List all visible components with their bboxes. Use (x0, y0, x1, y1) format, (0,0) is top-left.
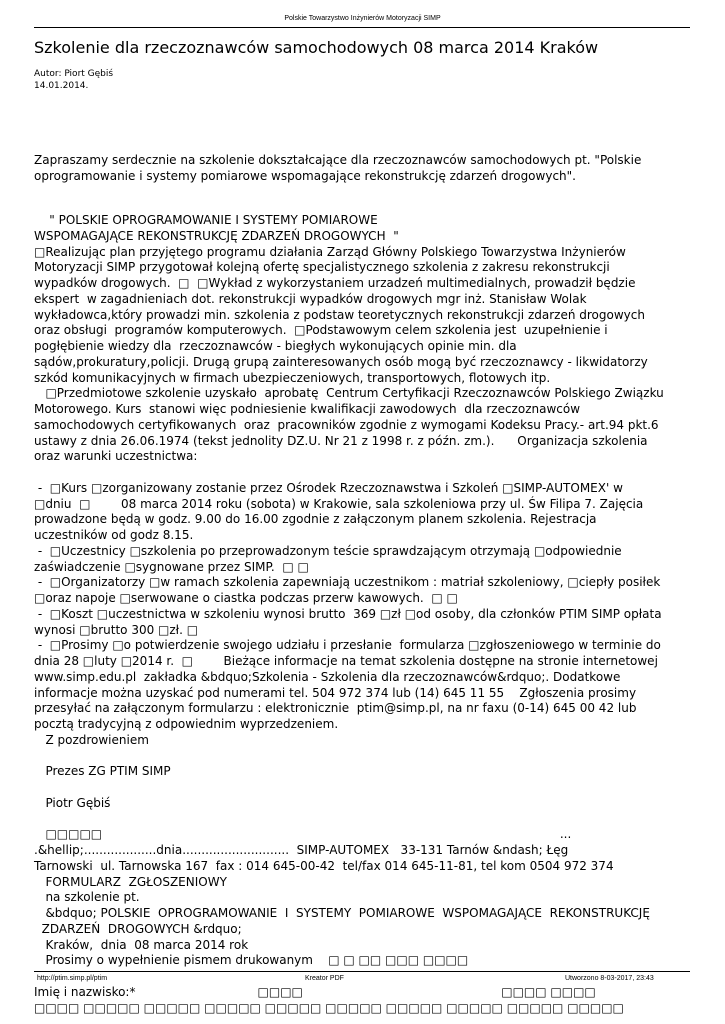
body-line: WSPOMAGAJĄCE REKONSTRUKCJĘ ZDARZEŃ DROGOWYCH " (34, 228, 399, 243)
body-line: □□□□ □□□□□ □□□□□ □□□□□ □□□□□ □□□□□ □□□□□ □□□□□ □□□□□ □□□□□ (34, 1000, 624, 1015)
body-line: Prezes ZG PTIM SIMP (34, 764, 171, 779)
body-line: - □Koszt □uczestnictwa w szkoleniu wynosi brutto 369 □zł □od osoby, dla członków PTIM SIMP opłata (34, 606, 662, 621)
body-line: □dniu □ 08 marca 2014 roku (sobota) w Krakowie, sala szkoleniowa przy ul. Św Filipa 7. Zajęcia (34, 496, 644, 511)
body-line: Motoryzacji SIMP przygotował kolejną ofertę specjalistycznego szkolenia z zakresu rekonstrukcji (34, 260, 610, 275)
intro-line: oprogramowanie i systemy pomiarowe wspomagające rekonstrukcję zdarzeń drogowych". (34, 169, 576, 183)
body-line: zaświadczenie □sygnowane przez SIMP. □ □ (34, 559, 309, 574)
body-line: szkód komunikacyjnych w firmach ubezpieczeniowych, transportowych, flotowych itp. (34, 370, 551, 385)
body-line: sądów,prokuratury,policji. Drugą grupą zainteresowanych osób mogą być rzeczoznawcy - likwidatorzy (34, 354, 648, 369)
body-line: Tarnowski ul. Tarnowska 167 fax : 014 645-00-42 tel/fax 014 645-11-81, tel kom 0504 972 374 (34, 858, 614, 873)
body-line: - □Uczestnicy □szkolenia po przeprowadzonym teście sprawdzającym otrzymają □odpowiednie (34, 543, 622, 558)
body-line: FORMULARZ ZGŁOSZENIOWY (34, 874, 227, 889)
body-line: uczestników od godz 8.15. (34, 528, 194, 542)
body-line: Z pozdrowieniem (34, 732, 149, 747)
body-line: dnia 28 □luty □2014 r. □ Bieżące informacje na temat szkolenia dostępne na stronie internetowej (34, 654, 658, 668)
intro-paragraph (34, 152, 694, 184)
body-line: - □Organizatorzy □w ramach szkolenia zapewniają uczestnikom : matriał szkoleniowy, □ciepły posiłek (34, 575, 661, 590)
body-line: &bdquo; POLSKIE OPROGRAMOWANIE I SYSTEMY POMIAROWE WSPOMAGAJĄCE REKONSTRUKCJĘ (34, 906, 650, 920)
header-rule (34, 27, 690, 28)
body-line: " POLSKIE OPROGRAMOWANIE I SYSTEMY POMIAROWE (34, 213, 378, 227)
body-line: wynosi □brutto 300 □zł. □ (34, 622, 199, 637)
body-line: □oraz napoje □serwowane o ciastka podczas przerw kawowych. □ □ (34, 591, 458, 605)
body-line: www.simp.edu.pl zakładka &bdquo;Szkolenia - Szkolenia dla rzeczoznawców&rdquo;. Dodatkowe (34, 669, 621, 684)
body-line: na szkolenie pt. (34, 890, 140, 905)
body-line: Motorowego. Kurs stanowi więc podniesienie kwalifikacji zawodowych dla rzeczoznawców (34, 402, 581, 416)
body-line: .&hellip;...................dnia............................ SIMP-AUTOMEX 33-131 Tarnów &ndash; Łęg (34, 843, 569, 857)
body-line: wypadków drogowych. □ □Wykład z wykorzystaniem urzadzeń multimedialnych, prowadził będzie (34, 276, 636, 290)
body-line: Piotr Gębiś (34, 795, 111, 810)
body-line (34, 749, 694, 765)
date-line: 14.01.2014. (34, 81, 89, 91)
body-line (34, 465, 694, 481)
body-line: - □Prosimy □o potwierdzenie swojego udziału i przesłanie formularza □zgłoszeniowego w terminie do (34, 638, 661, 653)
body-line: ekspert w zagadnieniach dot. rekonstrukcji wypadków drogowych mgr inż. Stanisław Wolak (34, 291, 587, 306)
body-line: Prosimy o wypełnienie pismem drukowanym □ □ □□ □□□ □□□□ (34, 953, 469, 968)
running-header: Polskie Towarzystwo Inżynierów Motoryzacji SIMP (284, 15, 441, 22)
body-line: informacje można uzyskać pod numerami tel. 504 972 374 lub (14) 645 11 55 Zgłoszenia prosimy (34, 685, 637, 700)
body-line: samochodowych certyfikowanych oraz pracowników zgodnie z wymogami Kodeksu Pracy.- art.94 pkt.6 (34, 417, 659, 432)
body-line: □□□□□ ... (34, 827, 572, 842)
body-line: Imię i nazwisko:* □□□□ □□□□ □□□□ (34, 984, 596, 999)
body-line: przesyłać na załączonym formularzu : elektronicznie ptim@simp.pl, na nr faxu (0-14) 645 00 42 lub (34, 701, 637, 716)
footer-url: http://ptim.simp.pl/ptim (37, 975, 108, 982)
document-meta (34, 68, 113, 92)
body-line: □Realizując plan przyjętego programu działania Zarząd Główny Polskiego Towarzystwa Inżynierów (34, 244, 626, 259)
body-line: □Przedmiotowe szkolenie uzyskało aprobatę Centrum Certyfikacji Rzeczoznawców Polskiego Związku (34, 386, 664, 401)
body-text (34, 213, 694, 1016)
body-line (34, 812, 694, 828)
body-line: ustawy z dnia 26.06.1974 (tekst jednolity DZ.U. Nr 21 z 1998 r. z późn. zm.). Organizacja szkolenia (34, 433, 648, 448)
body-line: Kraków, dnia 08 marca 2014 rok (34, 937, 249, 952)
author-line: Autor: Piort Gębiś (34, 69, 114, 79)
intro-line: Zapraszamy serdecznie na szkolenie dokształcające dla rzeczoznawców samochodowych pt. "Polskie (34, 153, 642, 167)
footer-generator: Kreator PDF (305, 975, 344, 982)
body-line: ZDARZEŃ DROGOWYCH &rdquo; (34, 921, 242, 936)
body-line: pogłębienie wiedzy dla rzeczoznawców - biegłych wykonujących opinie min. dla (34, 339, 517, 353)
body-line: prowadzone będą w godz. 9.00 do 16.00 zgodnie z załączonym planem szkolenia. Rejestracja (34, 512, 597, 527)
body-line: wykładowca,który prowadzi min. szkolenia z podstaw teoretycznych rekonstrukcji zdarzeń drogowych (34, 307, 645, 322)
footer-created: Utworzono 8-03-2017, 23:43 (565, 975, 654, 982)
body-line: - □Kurs □zorganizowany zostanie przez Ośrodek Rzeczoznawstwa i Szkoleń □SIMP-AUTOMEX' w (34, 480, 623, 495)
body-line: oraz obsługi programów komputerowych. □Podstawowym celem szkolenia jest uzupełnienie i (34, 323, 608, 338)
body-line: oraz warunki uczestnictwa: (34, 449, 198, 464)
body-line (34, 780, 694, 796)
footer-rule (34, 971, 690, 972)
body-line: pocztą tradycyjną z odpowiednim wyprzedzeniem. (34, 717, 339, 731)
document-title: Szkolenie dla rzeczoznawców samochodowych 08 marca 2014 Kraków (34, 38, 599, 57)
